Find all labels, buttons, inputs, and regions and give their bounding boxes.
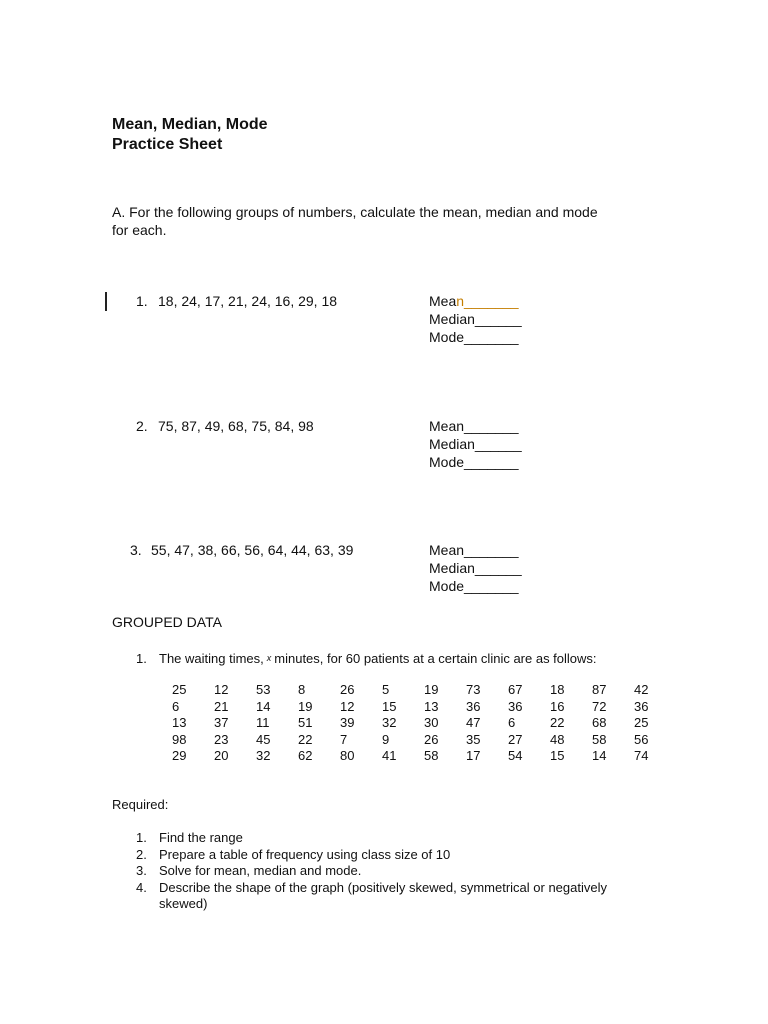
table-cell: 11 — [256, 715, 270, 730]
section-a-instruction — [112, 203, 672, 239]
list-item — [136, 880, 636, 913]
table-cell: 36 — [466, 698, 481, 714]
table-cell: 13 — [172, 715, 187, 730]
table-cell: 16 — [550, 698, 565, 714]
table-cell: 22 — [298, 731, 313, 747]
table-cell: 12 — [340, 698, 355, 714]
table-cell: 19 — [298, 698, 313, 714]
table-cell: 67 — [508, 682, 523, 697]
mean-highlight: n_______ — [456, 293, 519, 309]
table-cell: 20 — [214, 748, 229, 763]
instruction-line-2: for each. — [112, 222, 167, 238]
table-cell: 15 — [382, 698, 397, 714]
table-cell: 30 — [424, 715, 439, 730]
table-cell: 68 — [592, 715, 607, 730]
grouped-question — [136, 650, 597, 668]
table-cell: 13 — [424, 698, 439, 714]
table-cell: 21 — [214, 698, 229, 714]
list-item-number: 2. — [136, 846, 147, 862]
table-cell: 19 — [424, 682, 439, 697]
instruction-line-1: A. For the following groups of numbers, calculate the mean, median and mode — [112, 204, 598, 220]
list-item-text: Prepare a table of frequency using class size of 10 — [159, 846, 451, 862]
question-text-after: minutes, for 60 patients at a certain clinic are as follows: — [274, 651, 597, 666]
table-cell: 51 — [298, 715, 313, 730]
table-row — [172, 732, 676, 749]
table-cell: 26 — [424, 731, 439, 747]
problem-3-answers — [429, 541, 522, 595]
grouped-data-heading: GROUPED DATA — [112, 614, 222, 630]
table-cell: 32 — [256, 748, 271, 763]
x-variable: x — [266, 653, 272, 663]
list-item-text: Describe the shape of the graph (positively skewed, symmetrical or negatively skewed) — [159, 879, 607, 911]
table-cell: 73 — [466, 682, 481, 697]
list-item-number: 1. — [136, 830, 147, 845]
problem-2-median[interactable]: Median______ — [429, 436, 522, 452]
table-cell: 17 — [466, 748, 481, 763]
table-cell: 58 — [592, 731, 607, 747]
table-row — [172, 715, 676, 732]
question-text-before: The waiting times, — [159, 651, 264, 666]
table-cell: 58 — [424, 748, 439, 763]
table-cell: 42 — [634, 682, 649, 697]
table-cell: 22 — [550, 715, 565, 730]
table-cell: 27 — [508, 731, 523, 747]
table-cell: 6 — [508, 715, 516, 730]
table-cell: 80 — [340, 748, 355, 763]
list-item — [136, 863, 636, 880]
table-cell: 39 — [340, 715, 355, 730]
list-item-text: Solve for mean, median and mode. — [159, 863, 362, 878]
question-number: 1. — [136, 651, 147, 666]
problem-2-number: 2. — [136, 418, 148, 434]
problem-2-numbers: 75, 87, 49, 68, 75, 84, 98 — [158, 418, 314, 434]
table-cell: 25 — [172, 682, 187, 697]
problem-2-answers — [429, 417, 522, 471]
problem-3-mode[interactable]: Mode_______ — [429, 578, 519, 594]
title-line-1: Mean, Median, Mode — [112, 116, 268, 133]
table-cell: 47 — [466, 715, 481, 730]
problem-3-median[interactable]: Median______ — [429, 560, 522, 576]
table-row — [172, 699, 676, 716]
table-cell: 41 — [382, 748, 397, 763]
table-cell: 9 — [382, 731, 390, 747]
table-cell: 32 — [382, 715, 397, 730]
table-cell: 29 — [172, 748, 187, 763]
table-cell: 87 — [592, 682, 607, 697]
table-cell: 18 — [550, 682, 565, 697]
problem-3-numbers: 55, 47, 38, 66, 56, 64, 44, 63, 39 — [151, 542, 354, 558]
table-cell: 36 — [508, 698, 523, 714]
list-item-number: 4. — [136, 879, 147, 895]
table-cell: 72 — [592, 698, 607, 714]
required-label: Required: — [112, 797, 169, 812]
table-cell: 26 — [340, 682, 355, 697]
table-cell: 14 — [592, 748, 607, 763]
waiting-times-table — [172, 682, 676, 765]
title-line-2: Practice Sheet — [112, 136, 223, 153]
list-item-text: Find the range — [159, 830, 243, 845]
problem-2-mean[interactable]: Mean_______ — [429, 418, 519, 434]
problem-3-number: 3. — [130, 542, 142, 558]
table-cell: 74 — [634, 748, 649, 763]
table-cell: 98 — [172, 731, 187, 747]
table-cell: 54 — [508, 748, 523, 763]
table-cell: 14 — [256, 698, 271, 714]
table-cell: 62 — [298, 748, 313, 763]
table-cell: 23 — [214, 731, 229, 747]
table-row — [172, 748, 676, 765]
problem-3-mean[interactable]: Mean_______ — [429, 542, 519, 558]
table-cell: 45 — [256, 731, 271, 747]
problem-1-median[interactable]: Median______ — [429, 311, 522, 327]
problem-1-answers — [429, 292, 522, 346]
table-cell: 12 — [214, 682, 229, 697]
list-item-number: 3. — [136, 863, 147, 878]
table-cell: 6 — [172, 698, 180, 714]
table-cell: 15 — [550, 748, 565, 763]
worksheet-title — [112, 115, 268, 155]
problem-1-number: 1. — [136, 293, 148, 309]
table-cell: 5 — [382, 682, 390, 697]
text-cursor — [105, 292, 107, 311]
problem-1-numbers: 18, 24, 17, 21, 24, 16, 29, 18 — [158, 293, 338, 309]
problem-2-mode[interactable]: Mode_______ — [429, 454, 519, 470]
table-cell: 37 — [214, 715, 229, 730]
problem-1-mode[interactable]: Mode_______ — [429, 329, 519, 345]
table-cell: 35 — [466, 731, 481, 747]
table-cell: 53 — [256, 682, 271, 697]
table-row — [172, 682, 676, 699]
table-cell: 36 — [634, 698, 649, 714]
problem-1-mean[interactable] — [429, 292, 522, 310]
required-list — [136, 830, 636, 913]
table-cell: 56 — [634, 731, 649, 747]
table-cell: 7 — [340, 731, 348, 747]
table-cell: 48 — [550, 731, 565, 747]
list-item — [136, 847, 636, 864]
list-item — [136, 830, 636, 847]
mean-label: Mea — [429, 293, 457, 309]
table-cell: 8 — [298, 682, 306, 697]
table-cell: 25 — [634, 715, 649, 730]
